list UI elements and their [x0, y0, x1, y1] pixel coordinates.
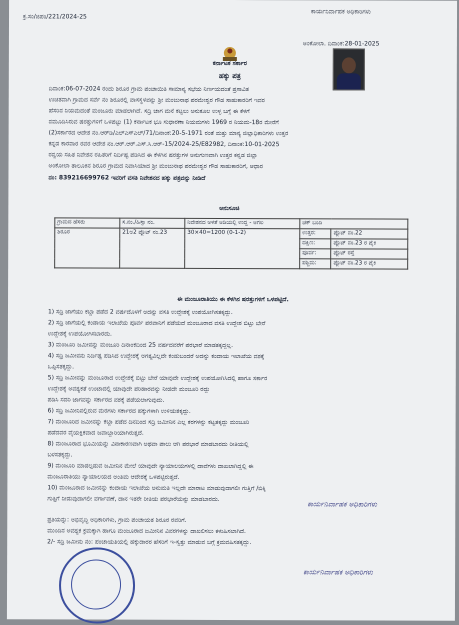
document-page [7, 0, 457, 621]
condition-line: 1) ಸದ್ರಿ ಜಾಗೆಯು ಕಬ್ಜಾ ಪಡೆದ 2 ವರ್ಷದೊಳಗೆ ಅದನ್ನು ವಸತಿ ಉದ್ದೇಶಕ್ಕೆ ಉಪಯೋಗಿಸತಕ್ಕದ್ದು. [47, 308, 233, 317]
survey-cell: 21ಅ2 ಪ್ಲೊಟ್ ನಂ.23 [120, 228, 185, 268]
body-line: ಕನ್ನಡ ಕಾರವಾರ ರವರ ಆದೇಶ ನಂ.ಆರ್.ಆರ್.ಎಸ್.ಸಿ.ಆರ್-15/2024-25/E82982, ದಿನಾಂಕ:10-01-2025 [48, 140, 280, 149]
condition-line: ಪಡೆದವರ ವೈಯಕ್ತಿಕವಾದ ಜವಾಬ್ದಾರಿಯಾಗಿರುತ್ತದೆ. [47, 429, 144, 437]
condition-line: ಮಂಜೂರಾತಿಯು ನ್ಯಾಯಾಲಯದ ಅಂತಿಮ ಆದೇಶಕ್ಕೆ ಒಳಪಟ್ಟಿರುತ್ತದೆ. [47, 473, 180, 481]
bound-value: ಪ್ಲೊಟ್ ರಸ್ತೆ [331, 249, 408, 259]
body-line: (2)ಸರ್ಕಾರದ ಆದೇಶ ನಂ.ಆರ್‌ಡಿ/ಎಲ್ಎಸ್‌ಎಲ್/71/ದಿನಾಂಕ:20-5-1971 ರಂತೆ ಮತ್ತು ಮಾನ್ಯ ಜಿಲ್ಲಾಧಿಕಾರಿಗಳು ಉತ್ತರ [48, 129, 289, 138]
condition-line: ಬಳಸತಕ್ಕದ್ದು. [47, 451, 73, 459]
condition-line: ಪಡಿಸಿ ಸದರಿ ಜಾಗವನ್ನು ಸರ್ಕಾರದ ವಶಕ್ಕೆ ಪಡೆಯಲಾಗುವುದು. [47, 396, 165, 404]
signature-bottom: ಕಾರ್ಯನಿರ್ವಾಹಕ ಅಧಿಕಾರಿಗಳು [303, 568, 373, 577]
schedule-title: ಅನುಸೂಚಿ [219, 204, 240, 213]
office-seal-stamp [59, 547, 135, 623]
table-header: ಚಕ್ ಬಂದಿ [300, 219, 408, 229]
office-name: ಕಾರ್ಯನಿರ್ವಾಹಕ ಅಧಿಕಾರಿಗಳು [311, 8, 371, 16]
condition-line: ಉದ್ದೇಶಕ್ಕೆ ಉಪಯೋಗಿಸಬಾರದು. [47, 330, 112, 338]
copy-line: ಪ್ರತಿಯನ್ನು: ಅಭಿವೃದ್ಧಿ ಅಧಿಕಾರಿಗಳು, ಗ್ರಾಮ ಪಂಚಾಯತ ಶಿರೂರ ರವರಿಗೆ. [47, 516, 187, 524]
condition-line: 10) ಮಂಜೂರಾದ ಜಮೀನನ್ನು ಕಂದಾಯ ಇಲಾಖೆಯ ಅನುಮತಿ ಇಲ್ಲದೇ ಮಾರಾಟ ಮಾಡುವುದಾಗಲೀ ಗುತ್ತಿಗೆ /ಬಿಕ್ಕಿ [47, 484, 266, 493]
bound-label: ದಕ್ಷಿಣ: [300, 239, 331, 249]
bound-label: ಪಶ್ಚಿಮ: [300, 259, 331, 269]
copy-line: ಮುಂದಿನ ಅವಶ್ಯಕ ಕ್ರಮಕ್ಕಾಗಿ ಹಾಗೂ ಮಂಜೂರಾದ ಜಮೀನಿನ ವಿವರಗಳನ್ನು ದಾಖಲಿಸಲು ಕಳುಹಿಸಲಾಗಿದೆ. [47, 527, 246, 536]
bound-value: ಪ್ಲೊಟ್ ನಂ.23 ರ ಪೈಕಿ [331, 259, 408, 269]
government-name: ಕರ್ನಾಟಕ ಸರ್ಕಾರ [212, 59, 247, 68]
aadhaar-line: ನಂ: 839216699762 ಇವರಿಗೆ ವಸತಿ ನಿವೇಶನದ ಹಕ್ಕು ಪತ್ರವನ್ನು ನೀಡಿದೆ [48, 174, 206, 182]
condition-line: ಒಪ್ಪಿಸತಕ್ಕದ್ದು. [47, 363, 75, 371]
table-header: ಗ್ರಾಮದ ಹೆಸರು [55, 218, 120, 228]
condition-line: 5) ಸದ್ರಿ ಜಮೀನನ್ನು ಮಂಜೂರಾದ ಉದ್ದೇಶಕ್ಕೆ ಬಿಟ್ಟು ಬೇರೆ ಯಾವುದೇ ಉದ್ದೇಶಕ್ಕೆ ಉಪಯೋಗಿಸಿದಲ್ಲಿ ಹಾಗೂ ಸರ್ಕಾರ [47, 374, 268, 383]
conditions-title: ಈ ಮಂಜೂರಾತಿಯು ಈ ಕೆಳಗಿನ ಷರತ್ತುಗಳಿಗೆ ಒಳಪಟ್ಟಿದೆ. [177, 295, 289, 304]
bound-label: ಉತ್ತರ: [300, 229, 331, 239]
body-line: ಉಚಿತವಾಗಿ ಗ್ರಾಮದ ಸರ್ವೆ ನಂ ಶಿರೂರಲ್ಲಿ ವಾಸಸ್ಥಳವನ್ನು ಶ್ರೀ ಮಂಜುನಾಥ ಪರಮೇಶ್ವರ ಗೌಡ ಸಾಹುಕಾರರಿಗೆ ಇವರ [48, 96, 265, 105]
village-cell: ಶಿರೂರ [55, 228, 120, 268]
office-date: ಅಂಕೋಲಾ. ದಿನಾಂಕ:28-01-2025 [302, 40, 380, 48]
beneficiary-photo [333, 48, 365, 90]
condition-line: 3) ಮಂಜೂರಿ ಜಮೀನನ್ನು ಮಂಜೂರಿ ದಿನಾಂಕದಿಂದ 25 ವರ್ಷದವರೆಗೆ ಪರಭಾರೆ ಮಾಡತಕ್ಕದ್ದಲ್ಲ. [47, 341, 234, 350]
body-line: ಹೆಸರಿನ ನಿಯಮದಂತೆ ಮಂಜೂರು ಮಾಡಲಾಗಿದೆ. ಸದ್ರಿ ಜಾಗ ಮನೆ ಕಟ್ಟಲು ಅನುಕೂಲ ಉಳ್ಳ ಬಗ್ಗೆ ಈ ಕೆಳಗೆ [48, 107, 250, 116]
copy-line: 2/- ಸದ್ರಿ ಜಮೀನು ನಂ: ಪಂಚಾಯತಿಯಲ್ಲಿ ಹಕ್ಕುದಾರರ ಹೆಸರಿಗೆ ಇ-ಸ್ವತ್ತು ಮಾಡುವ ಬಗ್ಗೆ ಕ್ರಮವಹಿಸತಕ್ಕದ್ದು. [47, 538, 252, 547]
bound-value: ಪ್ಲೊಟ್ ನಂ.22 [331, 229, 408, 239]
signature-top: ಕಾರ್ಯನಿರ್ವಾಹಕ ಅಧಿಕಾರಿಗಳು [307, 500, 378, 509]
measure-cell: 30×40=1200 (0-1-2) [185, 228, 300, 268]
condition-line: 6) ಸದ್ರಿ ಜಮೀನಿನಲ್ಲಿರುವ ಮರಗಳು ಸರ್ಕಾರದ ಹಕ್ಕುಗಳಾಗಿ ಉಳಿಯತಕ್ಕದ್ದು. [47, 407, 191, 415]
condition-line: ಉದ್ದೇಶಕ್ಕೆ ಅವಶ್ಯಕತೆ ಉಂಟಾದಲ್ಲಿ ಯಾವುದೇ ಪರಿಹಾರವನ್ನು ನೀಡದೇ ಮಂಜೂರಿ ರದ್ದು [47, 385, 210, 393]
condition-line: 2) ಸದ್ರಿ ಜಾಗೆಯಲ್ಲಿ ಕಂಡಾಯ ಇಲಾಖೆಯ ಪೂರ್ವ ಪರವಾನಿಗೆ ಪಡೆಯದೆ ಮಂಜೂರಾದ ವಸತಿ ಉದ್ದೇಶ ಬಿಟ್ಟು ಬೇರೆ [47, 319, 266, 328]
table-header: ಸ.ನಂ./ಹಿಸ್ಸಾ ನಂ. [120, 218, 185, 228]
body-line: ರನ್ವಯ ಸಹಿತ ನಿವೇಶನ ರಹಿತರಿಗೆ ನಿರ್ದಿಷ್ಟ ಪಡಿಸಿದ ಈ ಕೆಳಗಿನ ಷರತ್ತುಗಳ ಅನುಗುಣವಾಗಿ ಉತ್ತರ ಕನ್ನಡ ಜಿಲ್ಲಾ [48, 151, 258, 160]
body-line: ದಿನಾಂಕ:06-07-2024 ರಂದು ಶಿರೂರ ಗ್ರಾಮ ಪಂಚಾಯಿತಿ ಸಾಮಾನ್ಯ ಸಭೆಯ ನಿರ್ಣಯದಂತೆ ಪ್ರಸಾವಿತ [48, 85, 249, 94]
reference-number: ಕ್ರ.ಸಂ/ಜಿಪಂ/221/2024-25 [23, 13, 87, 21]
schedule-table [54, 217, 408, 269]
condition-line: ಗುತ್ತಿಗೆ ನೀಡುವುದಾಗಲೀ ವರ್ಗಾವಣೆ, ದಾನ ಇತರೇ ರೀತಿಯ ಪರಭಾರೆಯನ್ನು ಮಾಡಬಾರದು. [47, 495, 220, 503]
table-header: ನಿವೇಶನದ ಅಳತೆ ಅಡಿಯಲ್ಲಿ ಉದ್ದ - ಅಗಲ [185, 218, 300, 228]
bound-value: ಪ್ಲೊಟ್ ನಂ.23 ರ ಪೈಕಿ [331, 239, 408, 249]
body-line: ನಮೂದಿಸಿರುವ ಷರತ್ತುಗಳಿಗೆ ಒಳಪಟ್ಟು (1) ಕರ್ನಾಟಕ ಭೂ ಸುಧಾರಣಾ ನಿಯಮಗಳು 1969 ರ ನಿಯಮ-18ರ ಮೇರೆಗೆ [48, 118, 279, 127]
condition-line: 9) ಮಂಜೂರಿ ಮಾಡಲ್ಪಡುವ ಜಮೀನಿನ ಮೇಲೆ ಯಾವುದೇ ನ್ಯಾಯಾಲಯಗಳಲ್ಲಿ ದಾವೆಗಳು ದಾಖಲಾಗಿದ್ದಲ್ಲಿ ಈ [47, 462, 254, 471]
condition-line: 4) ಸದ್ರಿ ಜಮೀನನು ನಿರ್ದಿಷ್ಟ ಪಡಿಸಿದ ಉದ್ದೇಶಕ್ಕೆ ಅಗತ್ಯವಿಲ್ಲದೇ ಕಂಡುಬಂದರೆ ಅದನ್ನು ಕಂದಾಯ ಇಲಾಖೆಯ ವಶಕ್ಕೆ [47, 352, 265, 361]
document-title: ಹಕ್ಕು ಪತ್ರ [218, 71, 241, 81]
bound-label: ಪೂರ್ವ: [300, 249, 331, 259]
condition-line: 7) ಮಂಜೂರಿದ ಜಮೀನನ್ನು ಕಬ್ಜಾ ಪಡೆದ ದಿನದಿಂದ ಸದ್ರಿ ಜಮೀನಿನ ಎಲ್ಲ ಕರಗಳನ್ನು ಕಟ್ಟತಕ್ಕದ್ದು ಮಂಜೂರಿ [47, 418, 250, 427]
table-row [55, 228, 408, 239]
condition-line: 8) ಮಂಜೂರಾದ ಭೂಮಿಯನ್ನು ವಿನಾಕಾರಣವಾಗಿ ಅಥವಾ ಪಾಲು ಆಗಿ ಪರಭಾರೆ ಮಾಡಬಾರದು ರೀತಿಯಲ್ಲಿ [47, 440, 249, 449]
body-line: ಅಂಕೋಲಾ ತಾಲೂಕಿನ ಶಿರೂರ ಗ್ರಾಮದ ನಿವಾಸಿಯಾದ ಶ್ರೀ ಮಂಜುನಾಥ ಪರಮೇಶ್ವರ ಗೌಡ ಸಾಹುಕಾರರಿಗೆ, ಆಧಾರ [48, 162, 263, 171]
